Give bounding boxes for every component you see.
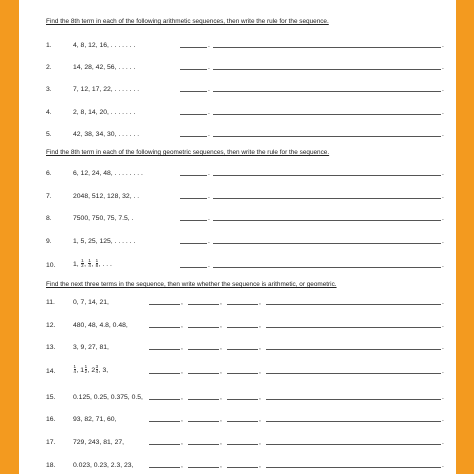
- rule-blank[interactable]: [213, 47, 441, 48]
- question-row: [46, 127, 456, 139]
- rule-blank[interactable]: [213, 175, 441, 176]
- eighth-term-blank[interactable]: [180, 91, 207, 92]
- sequence-text: 480, 48, 4.8, 0.48,: [73, 322, 128, 329]
- sequence-text: 14, 28, 42, 56, . . . . .: [73, 64, 136, 71]
- section-1-instructions: Find the 8th term in each of the following arithmetic sequences, then write the rule for the sequence.: [46, 18, 329, 25]
- question-row: [46, 340, 456, 352]
- next-term-blank[interactable]: [188, 349, 219, 350]
- rule-blank[interactable]: [213, 198, 441, 199]
- next-term-blank[interactable]: [227, 421, 258, 422]
- sequence-type-blank[interactable]: [266, 467, 441, 468]
- blank-separator: ,: [259, 344, 261, 351]
- blank-separator: ,: [259, 416, 261, 423]
- sequence-text: 0.023, 0.23, 2.3, 23,: [73, 462, 134, 469]
- question-number: 6.: [46, 170, 52, 177]
- next-term-blank[interactable]: [227, 327, 258, 328]
- eighth-term-blank[interactable]: [180, 267, 207, 268]
- next-term-blank[interactable]: [149, 304, 180, 305]
- sequence-text: 0, 7, 14, 21,: [73, 299, 109, 306]
- blank-separator: .: [442, 416, 444, 423]
- blank-separator: ,: [181, 299, 183, 306]
- eighth-term-blank[interactable]: [180, 47, 207, 48]
- question-row: [46, 60, 456, 72]
- sequence-text: 2, 8, 14, 20, . . . . . . .: [73, 109, 136, 116]
- sequence-type-blank[interactable]: [266, 399, 441, 400]
- question-row: [46, 318, 456, 330]
- next-term-blank[interactable]: [188, 304, 219, 305]
- blank-separator: .: [442, 344, 444, 351]
- sequence-type-blank[interactable]: [266, 327, 441, 328]
- blank-separator: .: [442, 394, 444, 401]
- blank-separator: ,: [259, 439, 261, 446]
- blank-separator: .: [442, 215, 444, 222]
- blank-separator: .: [208, 42, 210, 49]
- blank-separator: .: [442, 439, 444, 446]
- blank-separator: ,: [220, 344, 222, 351]
- blank-separator: .: [442, 299, 444, 306]
- blank-separator: ,: [181, 344, 183, 351]
- blank-separator: .: [208, 215, 210, 222]
- question-number: 1.: [46, 42, 52, 49]
- question-number: 4.: [46, 109, 52, 116]
- next-term-blank[interactable]: [188, 467, 219, 468]
- sequence-type-blank[interactable]: [266, 349, 441, 350]
- next-term-blank[interactable]: [188, 373, 219, 374]
- blank-separator: .: [442, 322, 444, 329]
- question-number: 18.: [46, 462, 56, 469]
- sequence-text: $\frac{1}{4}$ , 1 $\frac{1}{2}$ , 2 $\frac{3}{4}$ , 3,: [73, 363, 109, 375]
- sequence-type-blank[interactable]: [266, 304, 441, 305]
- sequence-text: 1, 5, 25, 125, . . . . . .: [73, 238, 136, 245]
- blank-separator: ,: [259, 299, 261, 306]
- section-3-instructions: Find the next three terms in the sequence, then write whether the sequence is arithmetic, or geometric.: [46, 281, 337, 288]
- sequence-type-blank[interactable]: [266, 444, 441, 445]
- blank-separator: ,: [220, 462, 222, 469]
- blank-separator: .: [442, 462, 444, 469]
- question-number: 11.: [46, 299, 55, 306]
- question-row: [46, 166, 456, 178]
- question-number: 2.: [46, 64, 52, 71]
- blank-separator: .: [208, 131, 210, 138]
- rule-blank[interactable]: [213, 220, 441, 221]
- next-term-blank[interactable]: [149, 421, 180, 422]
- eighth-term-blank[interactable]: [180, 69, 207, 70]
- sequence-text: 6, 12, 24, 48, . . . . . . . .: [73, 170, 143, 177]
- blank-separator: ,: [220, 394, 222, 401]
- blank-separator: .: [208, 193, 210, 200]
- blank-separator: ,: [220, 416, 222, 423]
- blank-separator: ,: [220, 299, 222, 306]
- blank-separator: ,: [259, 462, 261, 469]
- question-row: [46, 82, 456, 94]
- blank-separator: ,: [220, 322, 222, 329]
- question-number: 13.: [46, 344, 56, 351]
- question-row: [46, 412, 456, 424]
- blank-separator: .: [208, 262, 210, 269]
- rule-blank[interactable]: [213, 114, 441, 115]
- question-number: 17.: [46, 439, 56, 446]
- rule-blank[interactable]: [213, 69, 441, 70]
- next-term-blank[interactable]: [188, 444, 219, 445]
- next-term-blank[interactable]: [149, 327, 180, 328]
- blank-separator: .: [208, 64, 210, 71]
- question-number: 14.: [46, 368, 56, 375]
- blank-separator: ,: [220, 368, 222, 375]
- next-term-blank[interactable]: [227, 373, 258, 374]
- next-term-blank[interactable]: [227, 467, 258, 468]
- blank-separator: .: [442, 42, 444, 49]
- rule-blank[interactable]: [213, 243, 441, 244]
- blank-separator: .: [442, 170, 444, 177]
- blank-separator: ,: [259, 394, 261, 401]
- question-row: [46, 458, 456, 470]
- blank-separator: .: [208, 86, 210, 93]
- rule-blank[interactable]: [213, 136, 441, 137]
- question-row: [46, 295, 456, 307]
- next-term-blank[interactable]: [188, 327, 219, 328]
- blank-separator: .: [442, 368, 444, 375]
- next-term-blank[interactable]: [149, 373, 180, 374]
- blank-separator: ,: [259, 368, 261, 375]
- blank-separator: .: [442, 86, 444, 93]
- eighth-term-blank[interactable]: [180, 114, 207, 115]
- rule-blank[interactable]: [213, 267, 441, 268]
- sequence-text: 2048, 512, 128, 32, . .: [73, 193, 140, 200]
- next-term-blank[interactable]: [227, 399, 258, 400]
- sequence-type-blank[interactable]: [266, 421, 441, 422]
- sequence-text: 3, 9, 27, 81,: [73, 344, 109, 351]
- next-term-blank[interactable]: [149, 349, 180, 350]
- next-term-blank[interactable]: [227, 304, 258, 305]
- question-row: [46, 189, 456, 201]
- blank-separator: ,: [181, 368, 183, 375]
- blank-separator: ,: [181, 322, 183, 329]
- blank-separator: ,: [181, 462, 183, 469]
- question-number: 7.: [46, 193, 52, 200]
- next-term-blank[interactable]: [227, 349, 258, 350]
- blank-separator: ,: [181, 416, 183, 423]
- next-term-blank[interactable]: [149, 399, 180, 400]
- section-2-instructions: Find the 8th term in each of the following geometric sequences, then write the rule for the sequence.: [46, 149, 330, 156]
- blank-separator: .: [442, 238, 444, 245]
- sequence-text: 729, 243, 81, 27,: [73, 439, 125, 446]
- next-term-blank[interactable]: [188, 399, 219, 400]
- eighth-term-blank[interactable]: [180, 198, 207, 199]
- question-number: 15.: [46, 394, 56, 401]
- question-number: 10.: [46, 262, 56, 269]
- question-row: [46, 211, 456, 223]
- blank-separator: ,: [181, 439, 183, 446]
- sequence-text: 42, 38, 34, 30, . . . . . .: [73, 131, 140, 138]
- question-row: [46, 38, 456, 50]
- blank-separator: ,: [259, 322, 261, 329]
- blank-separator: .: [442, 131, 444, 138]
- question-number: 5.: [46, 131, 52, 138]
- rule-blank[interactable]: [213, 91, 441, 92]
- question-number: 12.: [46, 322, 56, 329]
- question-number: 3.: [46, 86, 52, 93]
- blank-separator: .: [208, 238, 210, 245]
- sequence-text: 7, 12, 17, 22, . . . . . . .: [73, 86, 140, 93]
- eighth-term-blank[interactable]: [180, 243, 207, 244]
- blank-separator: .: [442, 193, 444, 200]
- worksheet-page: [19, 0, 456, 474]
- question-number: 9.: [46, 238, 52, 245]
- next-term-blank[interactable]: [149, 444, 180, 445]
- sequence-text: 93, 82, 71, 60,: [73, 416, 117, 423]
- question-row: [46, 105, 456, 117]
- next-term-blank[interactable]: [227, 444, 258, 445]
- question-row: [46, 234, 456, 246]
- next-term-blank[interactable]: [149, 467, 180, 468]
- blank-separator: ,: [220, 439, 222, 446]
- sequence-text: 7500, 750, 75, 7.5, .: [73, 215, 134, 222]
- sequence-text: 1, $\frac{1}{2}$ , $\frac{1}{4}$ , $\frac{1}{8}$ , . . .: [73, 257, 112, 269]
- blank-separator: .: [442, 109, 444, 116]
- question-row: [46, 258, 456, 270]
- blank-separator: .: [208, 109, 210, 116]
- eighth-term-blank[interactable]: [180, 220, 207, 221]
- sequence-text: 0.125, 0.25, 0.375, 0.5,: [73, 394, 143, 401]
- eighth-term-blank[interactable]: [180, 175, 207, 176]
- blank-separator: .: [442, 64, 444, 71]
- sequence-type-blank[interactable]: [266, 373, 441, 374]
- sequence-text: 4, 8, 12, 16, . . . . . . .: [73, 42, 136, 49]
- next-term-blank[interactable]: [188, 421, 219, 422]
- question-row: [46, 435, 456, 447]
- question-number: 16.: [46, 416, 56, 423]
- blank-separator: .: [442, 262, 444, 269]
- question-row: [46, 390, 456, 402]
- question-number: 8.: [46, 215, 52, 222]
- question-row: [46, 364, 456, 376]
- blank-separator: ,: [181, 394, 183, 401]
- eighth-term-blank[interactable]: [180, 136, 207, 137]
- blank-separator: .: [208, 170, 210, 177]
